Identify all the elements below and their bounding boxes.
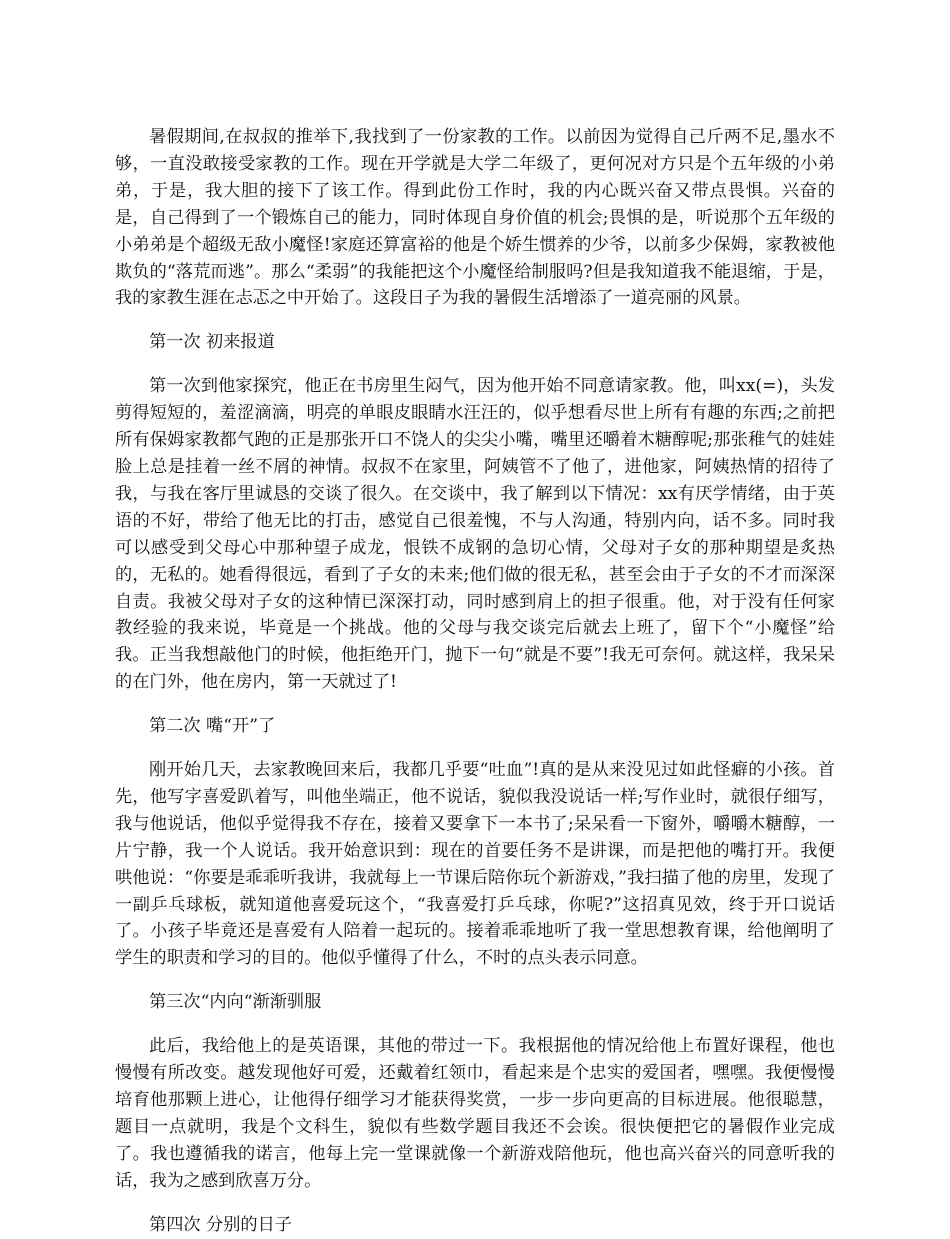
intro-paragraph: 暑假期间,在叔叔的推举下,我找到了一份家教的工作。以前因为觉得自己斤两不足,墨水不够，一直没敢接受家教的工作。现在开学就是大学二年级了，更何况对方只是个五年级的小弟弟，于是，我大胆的接下了该工作。得到此份工作时，我的内心既兴奋又带点畏惧。兴奋的是，自己得到了一个锻炼自己的能力，同时体现自身价值的机会;畏惧的是，听说那个五年级的小弟弟是个超级无敌小魔怪!家庭还算富裕的他是个娇生惯养的少爷，以前多少保姆，家教被他欺负的“落荒而逃”。那么“柔弱”的我能把这个小魔怪给制服吗?但是我知道我不能退缩，于是，我的家教生涯在忐忑之中开始了。这段日子为我的暑假生活增添了一道亮丽的风景。 — [115, 127, 835, 309]
document-page — [115, 124, 835, 1239]
section-3-paragraph: 此后，我给他上的是英语课，其他的带过一下。我根据他的情况给他上布置好课程，他也慢慢有所改变。越发现他好可爱，还戴着红领巾，看起来是个忠实的爱国者，嘿嘿。我便慢慢培育他那颗上进心，让他得仔细学习才能获得奖赏，一步一步向更高的目标进展。他很聪慧，题目一点就明，我是个文科生，貌似有些数学题目我还不会诶。很快便把它的暑假作业完成了。我也遵循我的诺言，他每上完一堂课就像一个新游戏陪他玩，他也高兴奋兴的同意听我的话，我为之感到欣喜万分。 — [115, 1036, 835, 1191]
section-2-paragraph: 刚开始几天，去家教晚回来后，我都几乎要“吐血”!真的是从来没见过如此怪癖的小孩。首先，他写字喜爱趴着写，叫他坐端正，他不说话，貌似我没说话一样;写作业时，就很仔细写，我与他说话，他似乎觉得我不存在，接着又要拿下一本书了;呆呆看一下窗外，嚼嚼木糖醇，一片宁静，我一个人说话。我开始意识到：现在的首要任务不是讲课，而是把他的嘴打开。我便哄他说：“你要是乖乖听我讲，我就每上一节课后陪你玩个新游戏，”我扫描了他的房里，发现了一副乒乓球板，就知道他喜爱玩这个，“我喜爱打乒乓球，你呢?”这招真见效，终于开口说话了。小孩子毕竟还是喜爱有人陪着一起玩的。接着乖乖地听了我一堂思想教育课，给他阐明了学生的职责和学习的目的。他似乎懂得了什么，不时的点头表示同意。 — [115, 760, 835, 969]
section-1-title: 第一次 初来报道 — [149, 332, 275, 353]
section-3-title: 第三次“内向“渐渐驯服 — [149, 992, 322, 1013]
section-1-paragraph: 第一次到他家探究，他正在书房里生闷气，因为他开始不同意请家教。他，叫xx(=)，头发剪得短短的，羞涩滴滴，明亮的单眼皮眼睛水汪汪的，似乎想看尽世上所有有趣的东西;之前把所有保姆家教都气跑的正是那张开口不饶人的尖尖小嘴，嘴里还嚼着木糖醇呢;那张稚气的娃娃脸上总是挂着一丝不屑的神情。叔叔不在家里，阿姨管不了他了，进他家，阿姨热情的招待了我，与我在客厅里诚恳的交谈了很久。在交谈中，我了解到以下情况：xx有厌学情绪，由于英语的不好，带给了他无比的打击，感觉自己很羞愧，不与人沟通，特别内向，话不多。同时我可以感受到父母心中那种望子成龙，恨铁不成钢的急切心情，父母对子女的那种期望是炙热的，无私的。她看得很远，看到了子女的未来;他们做的很无私，甚至会由于子女的不才而深深自责。我被父母对子女的这种情已深深打动，同时感到肩上的担子很重。他，对于没有任何家教经验的我来说，毕竟是一个挑战。他的父母与我交谈完后就去上班了，留下个“小魔怪”给我。正当我想敲他门的时候，他拒绝开门，抛下一句“就是不要”!我无可奈何。就这样，我呆呆的在门外，他在房内，第一天就过了! — [115, 376, 835, 693]
section-2-title: 第二次 嘴“开”了 — [149, 716, 276, 737]
section-4-title: 第四次 分别的日子 — [149, 1214, 292, 1235]
